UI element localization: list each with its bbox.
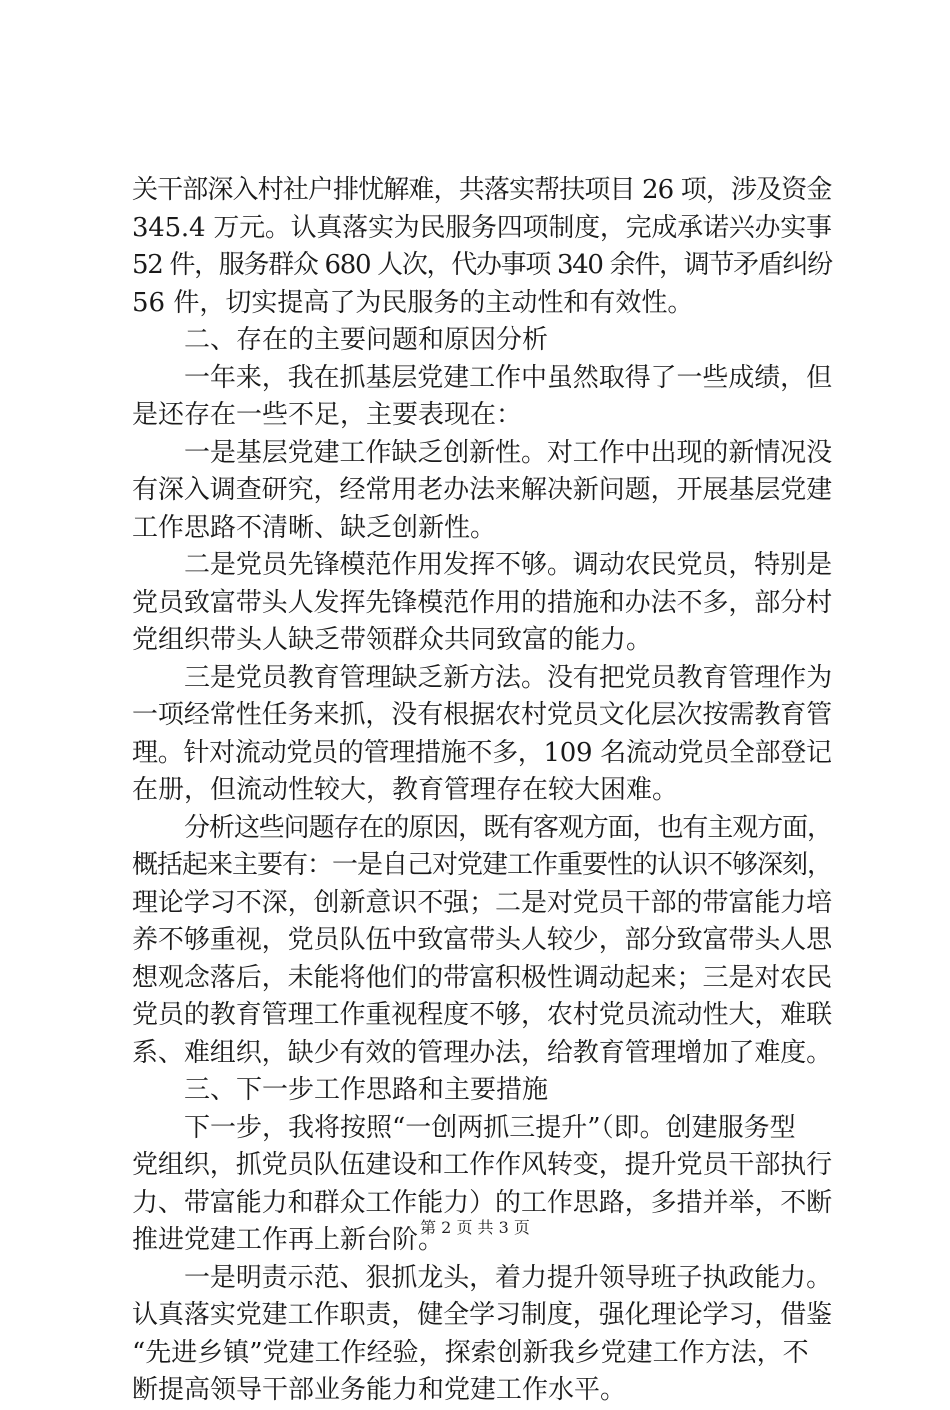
text-line: 系、难组织，缺少有效的管理办法，给教育管理增加了难度。 — [132, 1037, 833, 1068]
text-line: 下一步，我将按照“一创两抓三提升”（即。创建服务型 — [184, 1112, 796, 1143]
text-line: 一是明责示范、狠抓龙头，着力提升领导班子执政能力。 — [184, 1262, 833, 1293]
text-line: 认真落实党建工作职责，健全学习制度，强化理论学习，借鉴 — [132, 1300, 833, 1330]
text-line: 三是党员教育管理缺乏新方法。没有把党员教育管理作为 — [184, 662, 833, 693]
text-line: 一是基层党建工作缺乏创新性。对工作中出现的新情况没 — [184, 437, 833, 468]
text-line: 断提高领导干部业务能力和党建工作水平。 — [132, 1375, 627, 1405]
text-line: 推进党建工作再上新台阶。 — [132, 1225, 445, 1255]
text-line: 二是党员先锋模范作用发挥不够。调动农民党员，特别是 — [184, 550, 833, 580]
text-line: “先进乡镇”党建工作经验，探索创新我乡党建工作方法，不 — [132, 1337, 809, 1368]
text-line: 52 件，服务群众 680 人次，代办事项 340 余件，调节矛盾纠纷 — [132, 250, 832, 280]
text-line: 二、存在的主要问题和原因分析 — [184, 325, 549, 355]
text-line: 养不够重视，党员队伍中致富带头人较少，部分致富带头人思 — [132, 925, 833, 955]
text-line: 一年来，我在抓基层党建工作中虽然取得了一些成绩，但 — [184, 362, 833, 393]
text-line: 理论学习不深，创新意识不强；二是对党员干部的带富能力培 — [132, 887, 833, 918]
text-line: 党员致富带头人发挥先锋模范作用的措施和办法不多，部分村 — [132, 587, 833, 618]
text-line: 力、带富能力和群众工作能力）的工作思路，多措并举，不断 — [132, 1187, 833, 1218]
text-line: 有深入调查研究，经常用老办法来解决新问题，开展基层党建 — [132, 475, 833, 505]
text-line: 关干部深入村社户排忧解难，共落实帮扶项目 26 项，涉及资金 — [132, 175, 832, 205]
text-line: 工作思路不清晰、缺乏创新性。 — [132, 512, 497, 543]
text-line: 三、下一步工作思路和主要措施 — [184, 1075, 549, 1105]
text-line: 党员的教育管理工作重视程度不够，农村党员流动性大，难联 — [132, 1000, 833, 1030]
text-line: 党组织，抓党员队伍建设和工作作风转变，提升党员干部执行 — [132, 1150, 833, 1180]
text-line: 想观念落后，未能将他们的带富积极性调动起来；三是对农民 — [132, 962, 833, 993]
text-line: 是还存在一些不足，主要表现在： — [132, 400, 523, 430]
text-line: 概括起来主要有：一是自己对党建工作重要性的认识不够深刻， — [132, 850, 833, 880]
text-line: 345.4 万元。认真落实为民服务四项制度，完成承诺兴办实事 — [132, 212, 832, 243]
text-line: 理。针对流动党员的管理措施不多，109 名流动党员全部登记 — [132, 737, 832, 768]
text-line: 一项经常性任务来抓，没有根据农村党员文化层次按需教育管 — [132, 700, 833, 730]
text-line: 在册，但流动性较大，教育管理存在较大困难。 — [132, 775, 679, 805]
text-line: 党组织带头人缺乏带领群众共同致富的能力。 — [132, 625, 653, 655]
page-footer: 第 2 页 共 3 页 — [420, 1218, 530, 1237]
text-line: 56 件，切实提高了为民服务的主动性和有效性。 — [132, 287, 694, 318]
text-line: 分析这些问题存在的原因，既有客观方面，也有主观方面， — [184, 812, 832, 843]
